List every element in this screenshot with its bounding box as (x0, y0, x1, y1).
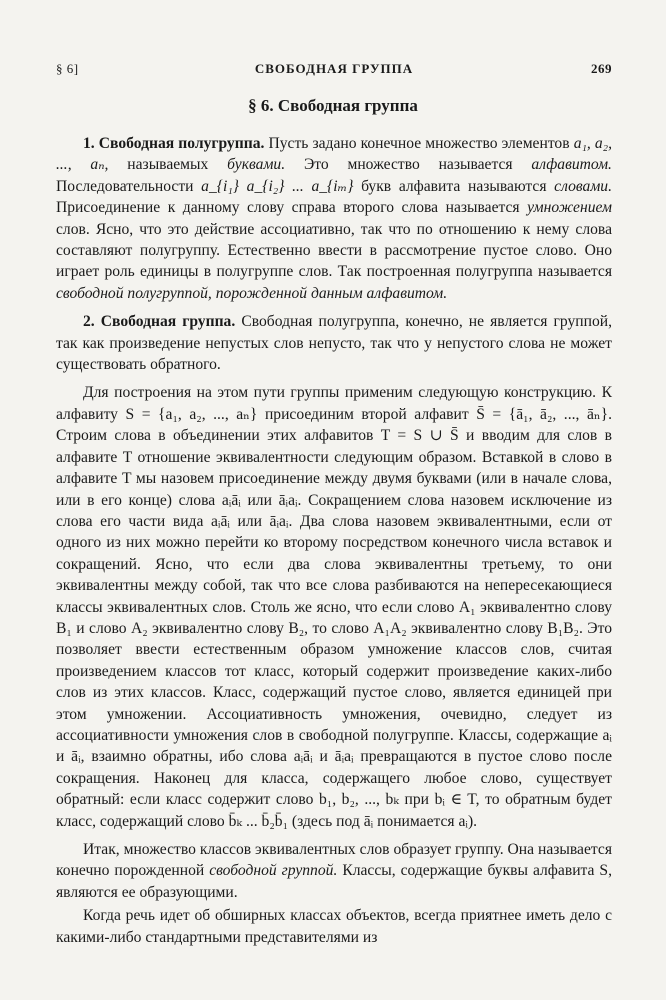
paragraph-free-group: 2. Свободная группа. Свободная полугруппа, конечно, не является группой, так как произведение непустых слов непусто, так что у непустого слова не может существовать обратного. (56, 313, 613, 374)
term-free-semigroup: свободной полугруппой, порожденной данным алфавитом. (56, 284, 448, 302)
letters-math: a₁, a₂, ..., aₙ, (56, 135, 612, 174)
paragraph-construction: Для построения на этом пути группы применим следующую конструкцию. К алфавиту S = {a₁, a₂, ..., aₙ} присоединим второй алфавит S̄ = {ā₁, ā₂, ..., āₙ}. Строим слова в объединении этих алфавитов T = S ∪ S̄ и вводим для слов в алфавите T отношение эквивалентности следующим образом. Вставкой в слово в алфавите T мы назовем присоединение между двумя буквами (или в начале слова, или в его конце) слова aᵢāᵢ или āᵢaᵢ. Сокращением слова назовем исключение из слова его части вида aᵢāᵢ или āᵢaᵢ. Два слова назовем эквивалентными, если от одного из них можно перейти ко второму посредством конечного числа вставок и сокращений. Ясно, что если два слова эквивалентны третьему, то они эквивалентны между собой, так что все слова разбиваются на непересекающиеся классы эквивалентных слов. Столь же ясно, что если слово A₁ эквивалентно слову B₁ и слово A₂ эквивалентно слову B₂, то слово A₁A₂ эквивалентно слову B₁B₂. Это позволяет ввести естественным образом умножение классов слов, считая произведением классов тот класс, который содержит произведение каких-либо слов из этих классов. Класс, содержащий пустое слово, является единицей при этом умножении. Ассоциативность умножения, очевидно, следует из ассоциативности умножения слов в свободной полугруппе. Классы, содержащие aᵢ и āᵢ, взаимно обратны, ибо слова aᵢāᵢ и āᵢaᵢ превращаются в пустое слово после сокращения. Наконец для класса, содержащего любое слово, существует обратный: если класс содержит слово b₁, b₂, ..., bₖ при bᵢ ∈ T, то обратным будет класс, содержащий слово b̄ₖ ... b̄₂b̄₁ (здесь под āᵢ понимается aᵢ). (56, 384, 612, 830)
heading-free-semigroup: 1. Свободная полугруппа. (83, 135, 265, 152)
section-mark: § 6] (56, 61, 79, 76)
section-title: § 6. Свободная группа (248, 96, 418, 115)
term-letters: буквами. (227, 156, 286, 174)
sequence-math: a_{i₁} a_{i₂} ... a_{iₘ} (201, 177, 354, 195)
term-free-group: свободной группой. (209, 862, 338, 880)
paragraph-conclusion: Итак, множество классов эквивалентных слов образует группу. Она называется конечно порожденной свободной группой. Классы, содержащие буквы алфавита S, являются ее образующими. (56, 841, 612, 901)
paragraph-representatives: Когда речь идет об обширных классах объектов, всегда приятнее иметь дело с какими-либо стандартными представителями из (56, 907, 612, 946)
page-number: 269 (591, 61, 612, 76)
body-text (56, 133, 612, 955)
running-head (56, 61, 612, 79)
running-title: СВОБОДНАЯ ГРУППА (254, 61, 414, 76)
paragraph-free-semigroup: 1. Свободная полугруппа. Пусть задано конечное множество элементов a₁, a₂, ..., aₙ, называемых буквами. Это множество называется алфавитом. Последовательности a_{i₁} a_{i₂} ... a_{iₘ} букв алфавита называются словами. Присоединение к данному слову справа второго слова называется умножением слов. Ясно, что это действие ассоциативно, так что по отношению к нему слова составляют полугруппу. Естественно ввести в рассмотрение пустое слово. Оно играет роль единицы в полугруппе слов. Так построенная полугруппа называется свободной полугруппой, порожденной данным алфавитом. (56, 135, 612, 302)
term-multiplication: умножением (527, 199, 612, 217)
term-alphabet: алфавитом. (531, 156, 612, 174)
term-words: словами. (554, 177, 612, 195)
heading-free-group: 2. Свободная группа. (83, 313, 236, 331)
